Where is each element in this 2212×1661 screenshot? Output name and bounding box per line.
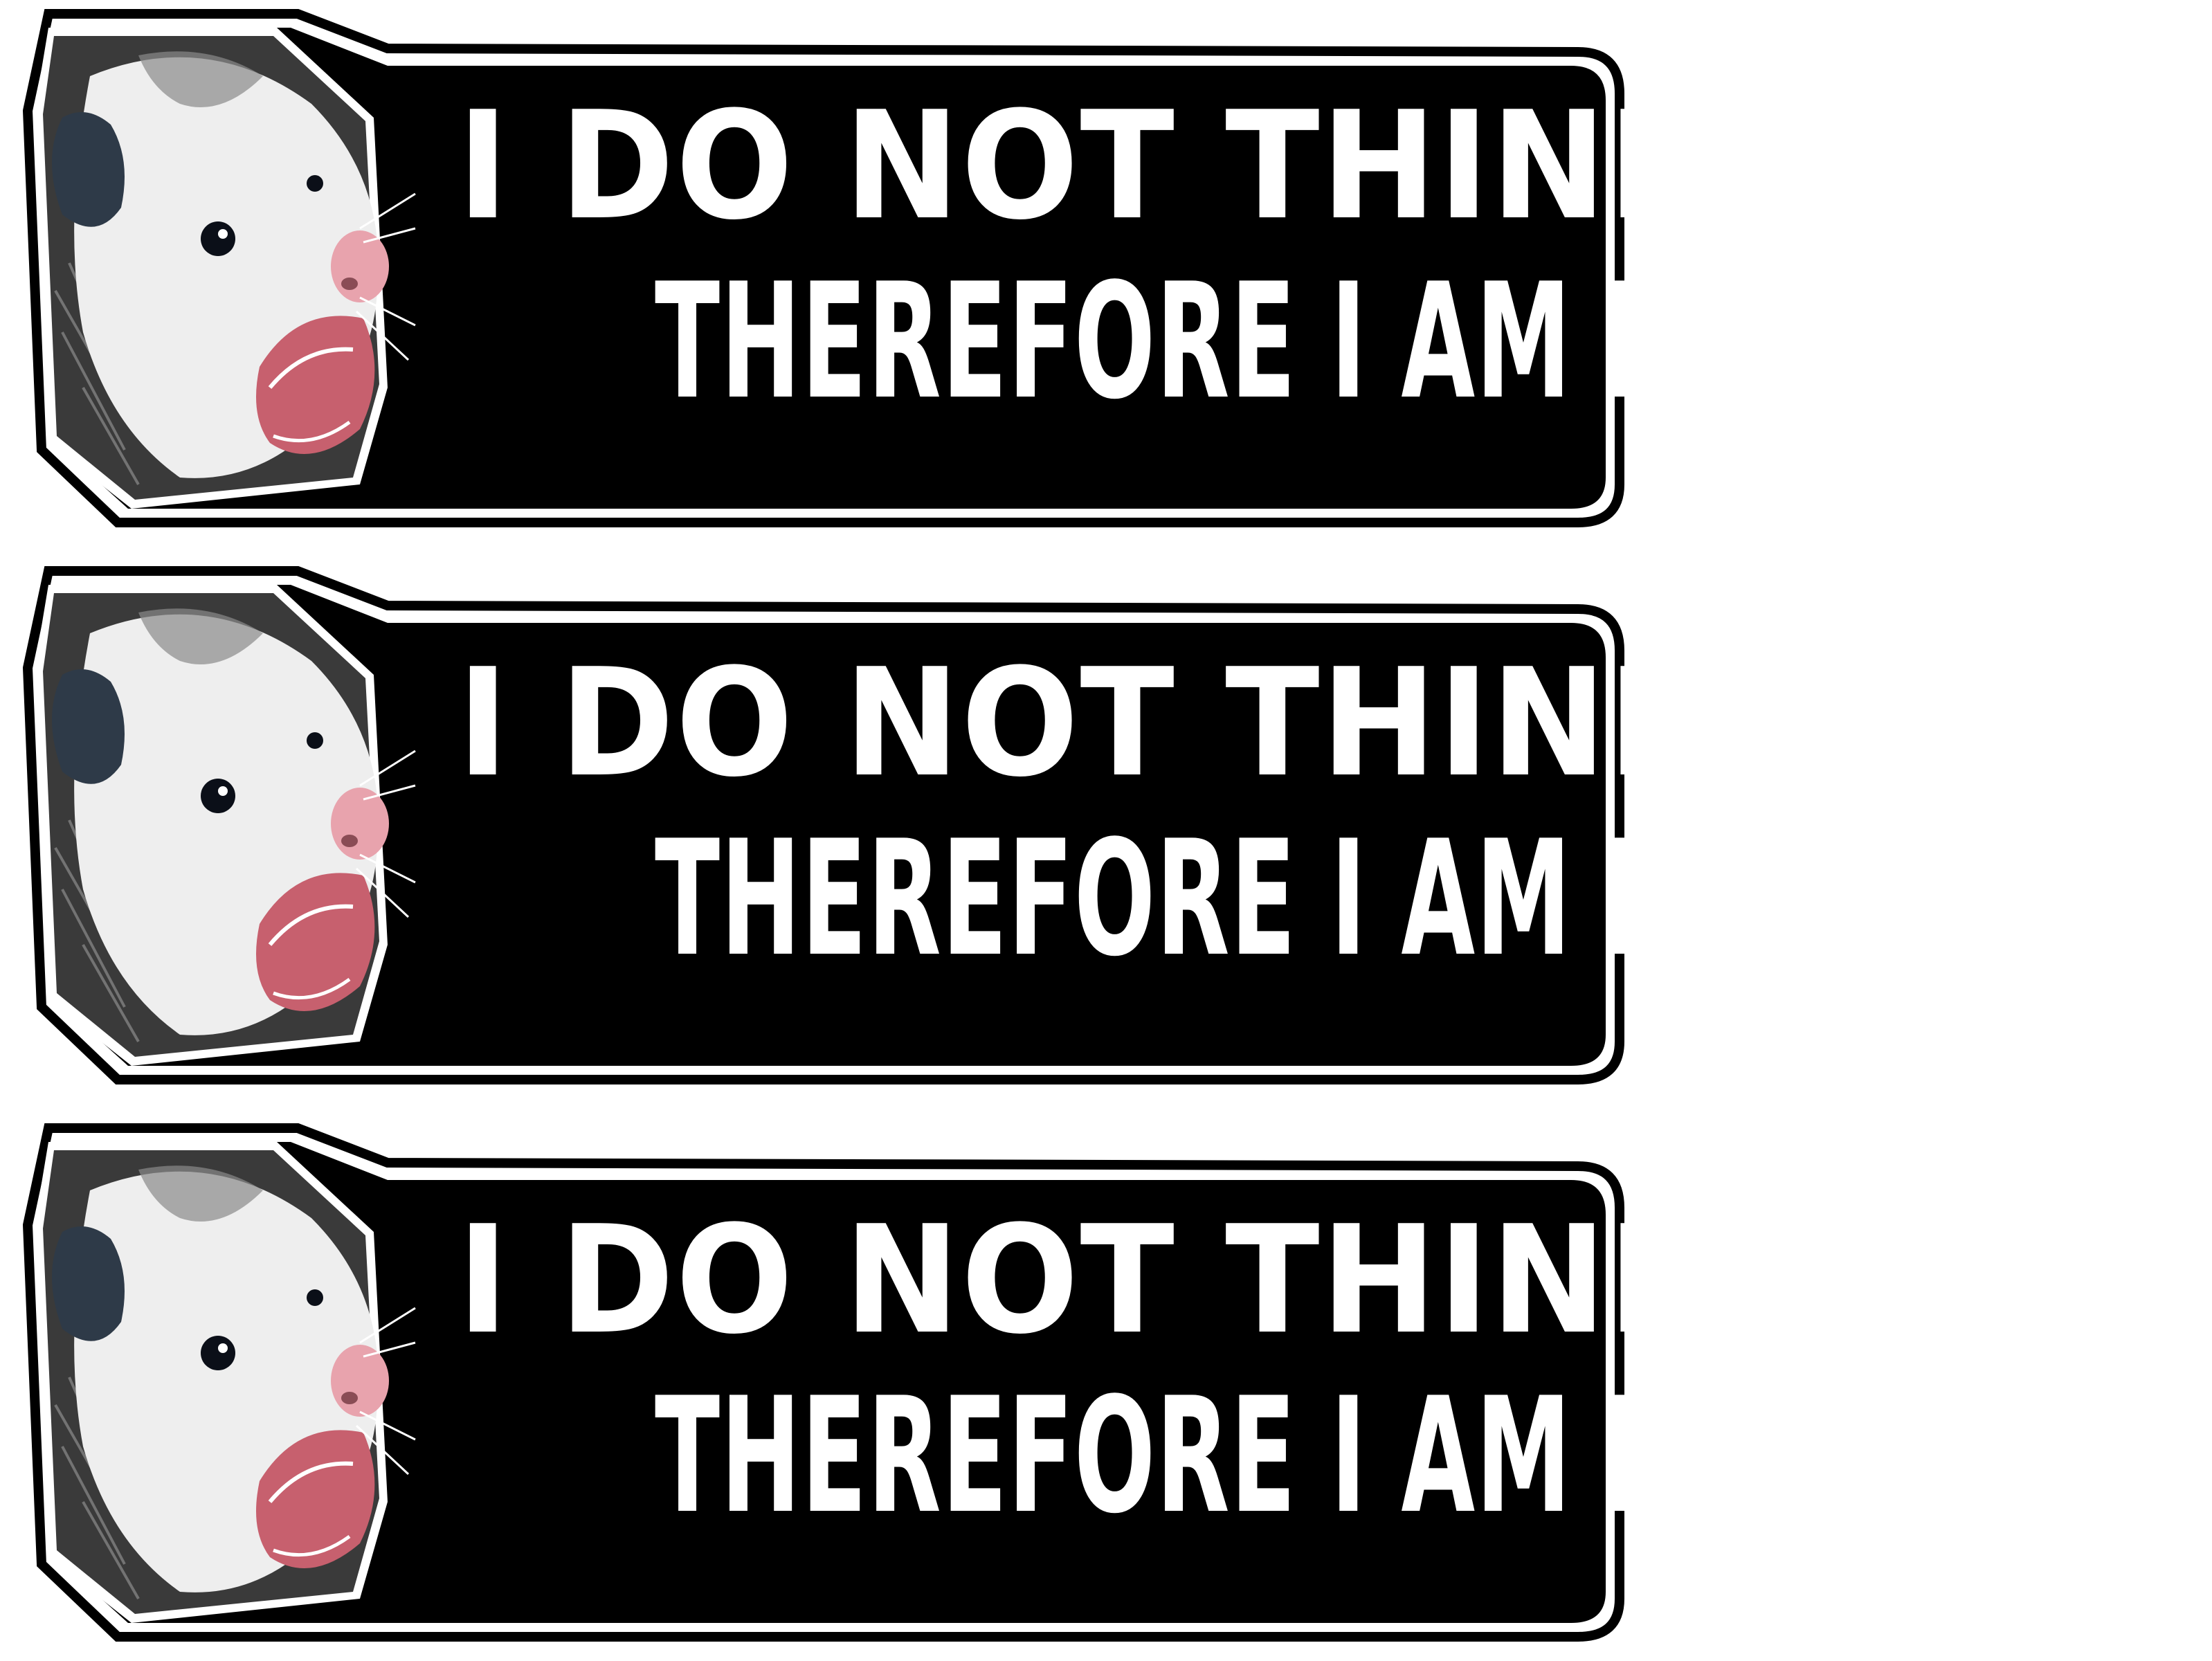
sticker-text-panel	[415, 606, 2212, 1021]
sticker-headline: I DO NOT THINK	[457, 636, 1716, 810]
sticker-1	[0, 0, 2212, 526]
sticker-subline: THEREFORE I AM NOT SPACE	[655, 807, 2212, 992]
sticker-headline: I DO NOT THINK	[457, 1193, 1716, 1367]
opossum-icon	[0, 0, 415, 526]
sticker-subline: THEREFORE I AM NOT SPACE	[655, 250, 2212, 435]
sticker-text-panel	[415, 1163, 2212, 1578]
sticker-text-panel	[415, 48, 2212, 464]
sticker-headline: I DO NOT THINK	[457, 79, 1716, 253]
sticker-2	[0, 557, 2212, 1083]
opossum-icon	[0, 1114, 415, 1640]
sticker-3	[0, 1114, 2212, 1640]
sticker-subline: THEREFORE I AM NOT SPACE	[655, 1364, 2212, 1549]
opossum-icon	[0, 557, 415, 1083]
